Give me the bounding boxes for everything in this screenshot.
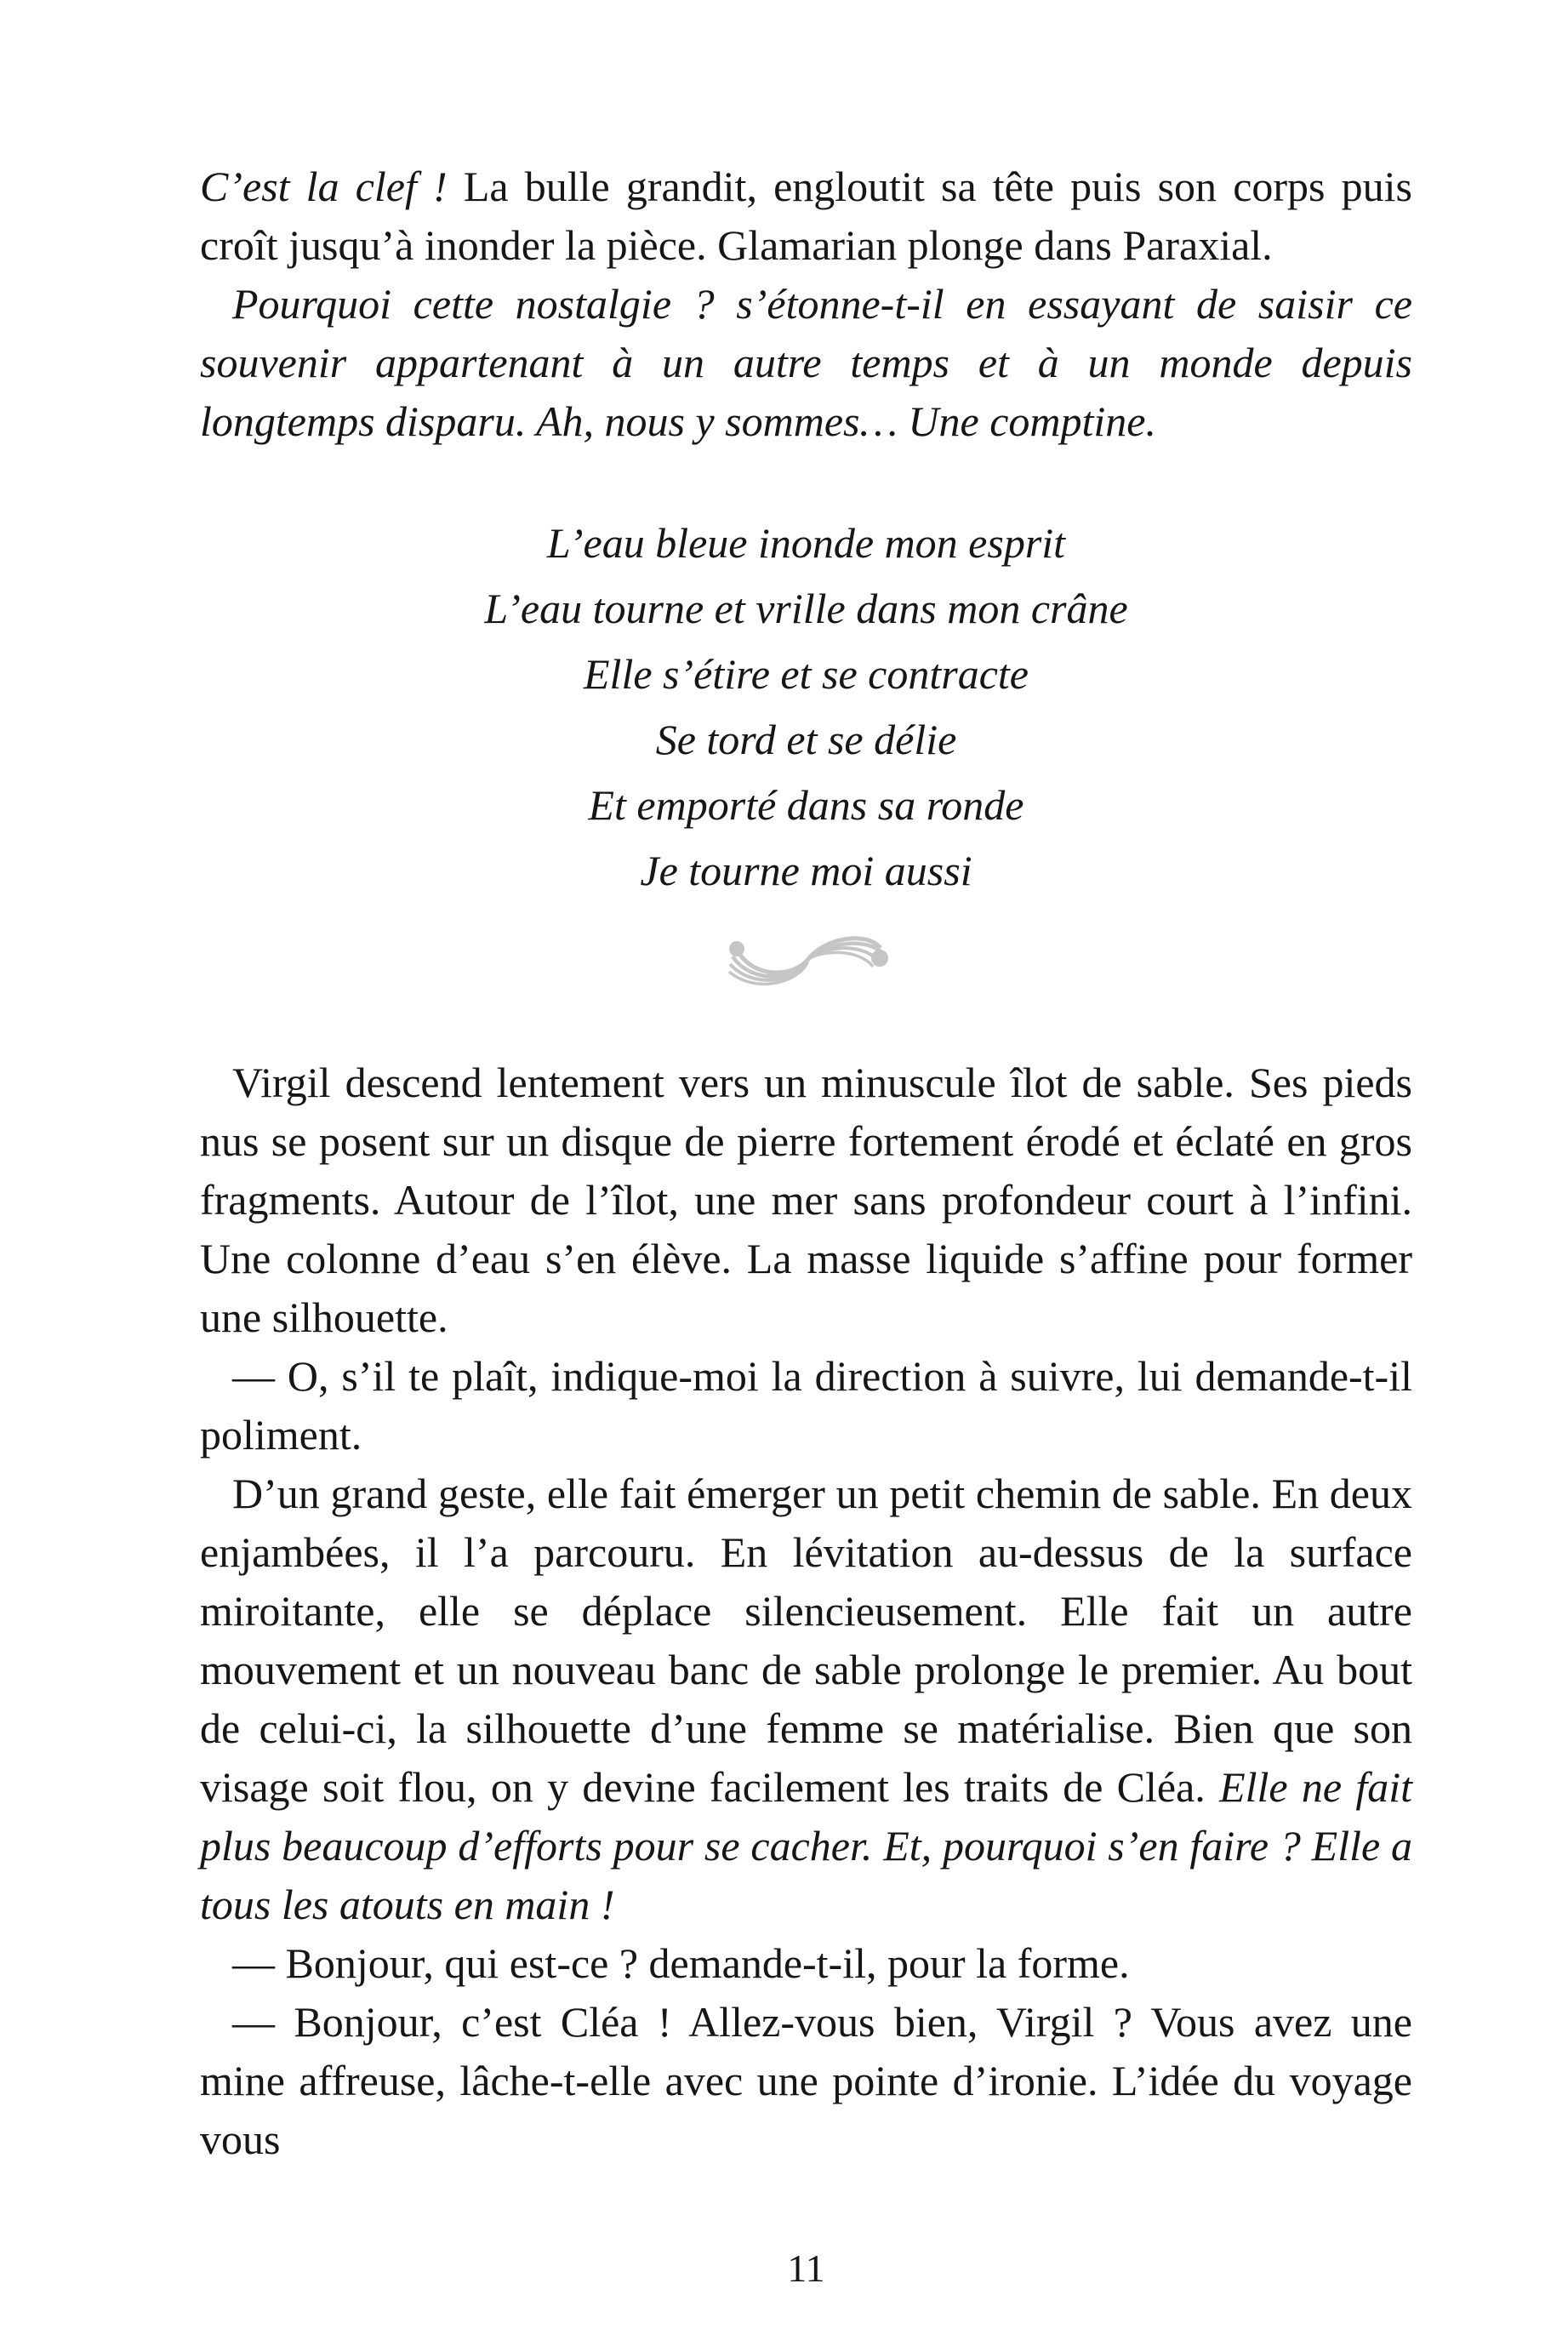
body-text: — Bonjour, qui est-ce ? demande-t-il, pour la forme. <box>232 1939 1130 1987</box>
paragraph <box>200 157 1412 275</box>
poem-line: Et emporté dans sa ronde <box>588 781 1024 829</box>
poem-line: Elle s’étire et se contracte <box>584 650 1029 698</box>
body-text: D’un grand geste, elle fait émerger un petit chemin de sable. En deux enjambées, il l’a parcouru. En lévitation au-dessus de la surface miroitante, elle se déplace silencieusement. Elle fait un autre mouvement et un nouveau banc de sable prolonge le premier. Au bout de celui-ci, la silhouette d’une femme se matérialise. Bien que son visage soit flou, on y devine facilement les traits de Cléa. <box>200 1470 1412 1811</box>
italic-text: C’est la clef ! <box>200 163 464 210</box>
poem <box>200 511 1412 904</box>
ornament-row <box>200 926 1412 992</box>
text-block <box>200 157 1412 2169</box>
italic-text: Elle ne fait plus beaucoup d’efforts pour se cacher. Et, pourquoi s’en faire ? Elle a tous les atouts en main ! <box>200 1763 1412 1928</box>
poem-line: Se tord et se délie <box>655 716 957 763</box>
body-text: — O, s’il te plaît, indique-moi la direction à suivre, lui demande-t-il poliment. <box>200 1352 1412 1459</box>
paragraph <box>200 1464 1412 1934</box>
body-text: Virgil descend lentement vers un minuscule îlot de sable. Ses pieds nus se posent sur un disque de pierre fortement érodé et éclaté en gros fragments. Autour de l’îlot, une mer sans profondeur court à l’infini. Une colonne d’eau s’en élève. La masse liquide s’affine pour former une silhouette. <box>200 1059 1412 1341</box>
body-text: — Bonjour, c’est Cléa ! Allez-vous bien, Virgil ? Vous avez une mine affreuse, lâche-t-elle avec une pointe d’ironie. L’idée du voyage vous <box>200 1998 1412 2163</box>
body-text: La bulle grandit, engloutit sa tête puis son corps puis croît jusqu’à inonder la pièce. Glamarian plonge dans Paraxial. <box>200 163 1412 269</box>
paragraph <box>200 1347 1412 1464</box>
italic-text: Pourquoi cette nostalgie ? s’étonne-t-il en essayant de saisir ce souvenir appartenant à un autre temps et à un monde depuis longtemps disparu. Ah, nous y sommes… Une comptine. <box>200 280 1412 445</box>
poem-line: L’eau tourne et vrille dans mon crâne <box>484 585 1128 632</box>
flourish-ornament-icon <box>716 926 897 992</box>
paragraph <box>200 1993 1412 2169</box>
paragraph <box>200 275 1412 451</box>
paragraph <box>200 1053 1412 1347</box>
page-number: 11 <box>787 2246 825 2290</box>
poem-line: L’eau bleue inonde mon esprit <box>546 519 1066 567</box>
paragraph <box>200 1934 1412 1993</box>
poem-line: Je tourne moi aussi <box>640 847 972 894</box>
